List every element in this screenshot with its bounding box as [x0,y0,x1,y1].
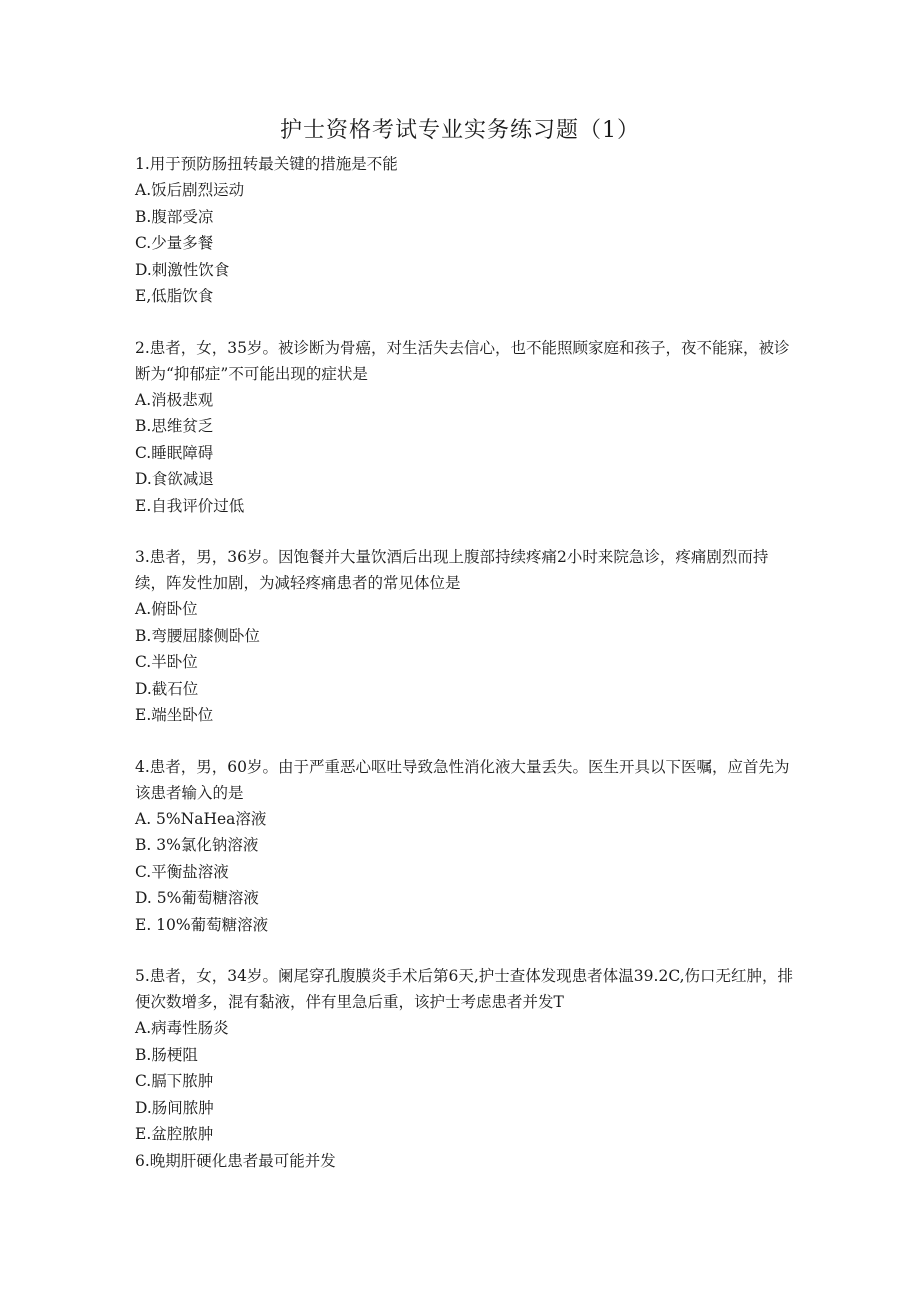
option-b: B.腹部受凉 [135,207,214,226]
question-stem: 6.晚期肝硬化患者最可能并发 [135,1151,336,1170]
option-e: E.端坐卧位 [135,706,214,724]
option-a: A.病毒性肠炎 [135,1019,229,1037]
question-3 [135,544,795,729]
question-stem: 1.用于预防肠扭转最关键的措施是不能 [135,155,398,173]
option-d: D.食欲减退 [135,470,214,488]
option-e: E,低脂饮食 [135,287,214,305]
question-5 [135,963,795,1148]
question-stem: 2.患者，女，35岁。被诊断为骨癌，对生活失去信心，也不能照顾家庭和孩子，夜不能寐，被诊断为“抑郁症”不可能出现的症状是 [135,338,790,383]
option-b: B. 3%氯化钠溶液 [135,836,259,854]
option-a: A.俯卧位 [135,600,198,618]
question-4 [135,754,795,939]
option-e: E. 10%葡萄糖溶液 [135,915,269,934]
question-1 [135,151,795,310]
question-stem: 5.患者，女，34岁。阑尾穿孔腹膜炎手术后第6天,护士查体发现患者体温39.2C,伤口无红肿，排便次数增多，混有黏液，伴有里急后重，该护士考虑患者并发T [135,967,794,1011]
option-d: D. 5%葡萄糖溶液 [135,889,259,907]
question-list [135,151,795,1174]
option-b: B.弯腰屈膝侧卧位 [135,626,260,645]
option-a: A. 5%NaHea溶液 [135,809,267,828]
option-c: C.膈下脓肿 [135,1072,214,1090]
option-e: E.盆腔脓肿 [135,1125,214,1143]
question-6 [135,1148,795,1174]
option-b: B.肠梗阻 [135,1045,198,1064]
option-a: A.饭后剧烈运动 [135,181,245,199]
option-d: D.截石位 [135,679,199,698]
option-d: D.肠间脓肿 [135,1098,214,1117]
document-title: 护士资格考试专业实务练习题（1） [280,118,640,143]
option-c: C.半卧位 [135,653,198,671]
option-a: A.消极悲观 [135,390,214,409]
option-c: C.平衡盐溶液 [135,862,229,881]
question-stem: 3.患者，男，36岁。因饱餐并大量饮酒后出现上腹部持续疼痛2小时来院急诊，疼痛剧烈而持续，阵发性加剧，为减轻疼痛患者的常见体位是 [135,548,769,592]
option-d: D.刺激性饮食 [135,260,230,279]
option-b: B.思维贫乏 [135,417,214,435]
option-c: C.睡眠障碍 [135,443,214,462]
option-e: E.自我评价过低 [135,496,245,515]
question-stem: 4.患者，男，60岁。由于严重恶心呕吐导致急性消化液大量丢失。医生开具以下医嘱，应首先为该患者输入的是 [135,757,790,802]
option-c: C.少量多餐 [135,234,214,252]
question-2 [135,335,795,520]
